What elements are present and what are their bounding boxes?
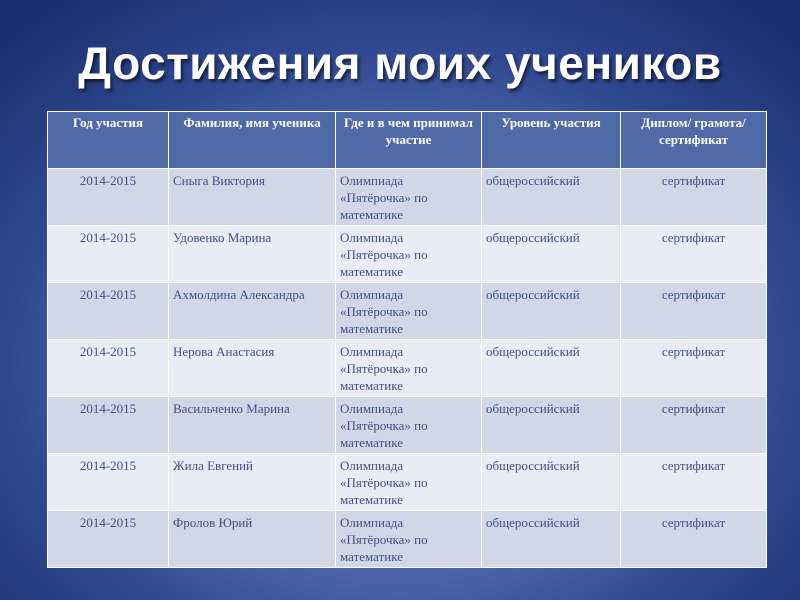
header-level: Уровень участия — [482, 112, 621, 169]
cell-name: Нерова Анастасия — [169, 340, 336, 397]
header-row — [48, 112, 767, 169]
header-award: Диплом/ грамота/ сертификат — [621, 112, 767, 169]
cell-award: сертификат — [621, 283, 767, 340]
cell-name: Удовенко Марина — [169, 226, 336, 283]
table-row — [48, 340, 767, 397]
cell-award: сертификат — [621, 340, 767, 397]
cell-level: общероссийский — [482, 397, 621, 454]
achievements-table — [47, 111, 767, 568]
cell-level: общероссийский — [482, 283, 621, 340]
cell-level: общероссийский — [482, 226, 621, 283]
cell-name: Сныга Виктория — [169, 169, 336, 226]
slide-title: Достижения моих учеников — [78, 37, 722, 89]
header-name: Фамилия, имя ученика — [169, 112, 336, 169]
cell-event: Олимпиада «Пятёрочка» по математике — [336, 397, 482, 454]
cell-year: 2014-2015 — [48, 340, 169, 397]
table-body — [48, 169, 767, 568]
cell-year: 2014-2015 — [48, 397, 169, 454]
cell-name: Васильченко Марина — [169, 397, 336, 454]
cell-award: сертификат — [621, 454, 767, 511]
header-event: Где и в чем принимал участие — [336, 112, 482, 169]
cell-year: 2014-2015 — [48, 283, 169, 340]
cell-event: Олимпиада «Пятёрочка» по математике — [336, 226, 482, 283]
cell-event: Олимпиада «Пятёрочка» по математике — [336, 511, 482, 568]
cell-award: сертификат — [621, 511, 767, 568]
cell-award: сертификат — [621, 169, 767, 226]
cell-level: общероссийский — [482, 169, 621, 226]
cell-level: общероссийский — [482, 340, 621, 397]
cell-year: 2014-2015 — [48, 454, 169, 511]
table-row — [48, 226, 767, 283]
table-row — [48, 397, 767, 454]
cell-name: Фролов Юрий — [169, 511, 336, 568]
cell-year: 2014-2015 — [48, 226, 169, 283]
table-row — [48, 283, 767, 340]
cell-award: сертификат — [621, 226, 767, 283]
cell-event: Олимпиада «Пятёрочка» по математике — [336, 454, 482, 511]
cell-level: общероссийский — [482, 511, 621, 568]
cell-name: Жила Евгений — [169, 454, 336, 511]
cell-level: общероссийский — [482, 454, 621, 511]
table-header — [48, 112, 767, 169]
table-row — [48, 511, 767, 568]
cell-event: Олимпиада «Пятёрочка» по математике — [336, 283, 482, 340]
cell-year: 2014-2015 — [48, 511, 169, 568]
cell-name: Ахмолдина Александра — [169, 283, 336, 340]
cell-award: сертификат — [621, 397, 767, 454]
header-year: Год участия — [48, 112, 169, 169]
cell-event: Олимпиада «Пятёрочка» по математике — [336, 169, 482, 226]
table-row — [48, 169, 767, 226]
cell-event: Олимпиада «Пятёрочка» по математике — [336, 340, 482, 397]
cell-year: 2014-2015 — [48, 169, 169, 226]
table-row — [48, 454, 767, 511]
